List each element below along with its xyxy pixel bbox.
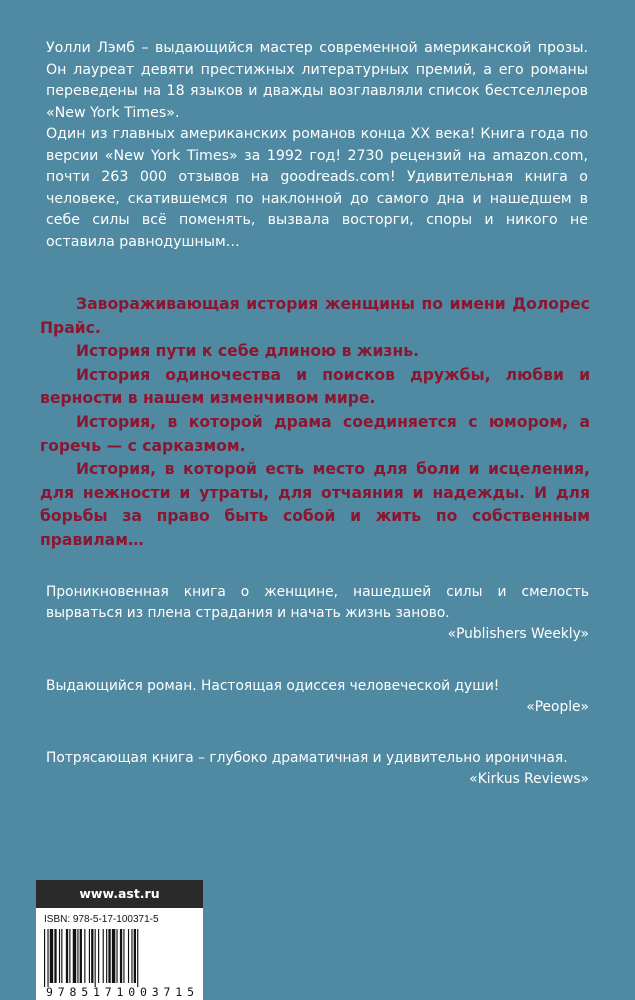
review-source: «Publishers Weekly» <box>447 626 589 642</box>
review-source: «People» <box>526 699 589 715</box>
barcode-bar <box>91 929 93 983</box>
review-kirkus <box>46 748 589 790</box>
barcode-bar <box>112 929 115 983</box>
barcode-bar <box>123 929 124 983</box>
review-text: Выдающийся роман. Настоящая одиссея человеческой души! <box>46 678 500 694</box>
barcode-bar <box>120 929 122 983</box>
barcode-bar <box>54 929 56 983</box>
barcode-bar <box>59 929 60 983</box>
review-publishers-weekly <box>46 582 589 645</box>
highlight-line: История одиночества и поисков дружбы, любви и верности в нашем изменчивом мире. <box>40 365 590 408</box>
barcode-bar <box>137 929 138 987</box>
barcode-bar <box>134 929 136 983</box>
intro-paragraph-novel: Один из главных американских романов конца XX века! Книга года по версии «New York Times» за 1992 год! 2730 рецензий на amazon.com, почти 263 000 отзывов на goodreads.com! Удивительная книга о человеке, скатившемся по наклонной до самого дна и нашедшем в себе силы всё поменять, вызвала восторги, споры и никого не оставила равнодушным… <box>46 126 588 250</box>
barcode-bar <box>131 929 132 983</box>
barcode-bar <box>95 929 96 987</box>
author-intro <box>46 38 588 253</box>
barcode-bar <box>128 929 129 983</box>
barcode-bar <box>103 929 104 983</box>
review-people <box>46 676 589 718</box>
barcode-digits: 9785171003715 <box>46 985 194 999</box>
highlight-line: История пути к себе длиною в жизнь. <box>76 342 420 361</box>
barcode-bar <box>61 929 62 983</box>
highlight-blurb <box>40 293 590 553</box>
highlight-line: История, в которой драма соединяется с юмором, а горечь — с сарказмом. <box>40 412 590 455</box>
publisher-site: www.ast.ru <box>36 880 203 908</box>
highlight-line: Завораживающая история женщины по имени Долорес Прайс. <box>40 295 590 337</box>
barcode-bar <box>106 929 107 983</box>
barcode-bar <box>77 929 78 983</box>
barcode-block <box>36 880 203 1000</box>
review-source: «Kirkus Reviews» <box>469 771 589 787</box>
barcode-graphic <box>42 929 197 999</box>
barcode-bar <box>89 929 90 983</box>
barcode-bar <box>69 929 70 983</box>
highlight-line: История, в которой есть место для боли и исцеления, для нежности и утраты, для отчаяния и надежды. И для борьбы за право быть собой и жить по собственным правилам… <box>40 460 590 549</box>
barcode-bar <box>44 929 45 987</box>
barcode-bar <box>73 929 76 983</box>
barcode-bar <box>116 929 117 983</box>
barcode-bar <box>66 929 68 983</box>
barcode-bar <box>50 929 53 983</box>
isbn-label: ISBN: 978-5-17-100371-5 <box>44 914 159 925</box>
review-text: Потрясающая книга – глубоко драматичная и удивительно ироничная. <box>46 750 568 766</box>
barcode-bar <box>108 929 110 983</box>
review-text: Проникновенная книга о женщине, нашедшей силы и смелость вырваться из плена страдания и начать жизнь заново. <box>46 584 589 621</box>
intro-paragraph-author: Уолли Лэмб – выдающийся мастер современной американской прозы. Он лауреат девяти престижных литературных премий, а его романы переведены на 18 языков и дважды возглавляли список бестселлеров «New York Times». <box>46 40 588 121</box>
barcode-bar <box>98 929 99 983</box>
barcode-bar <box>80 929 82 983</box>
barcode-bars <box>44 929 138 987</box>
barcode-bar <box>47 929 48 987</box>
barcode-bar <box>84 929 85 983</box>
